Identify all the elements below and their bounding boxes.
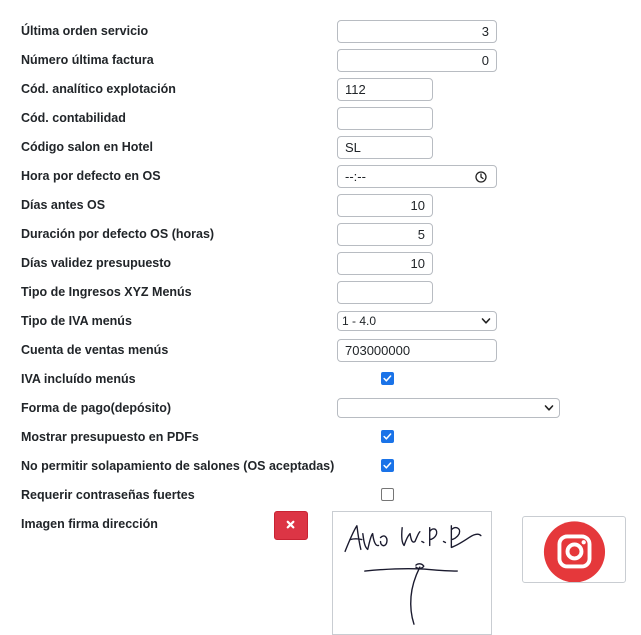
chevron-down-icon (544, 403, 554, 413)
label-numero-factura: Número última factura (21, 53, 154, 67)
tipo-iva-select[interactable] (337, 311, 497, 331)
label-hora-defecto: Hora por defecto en OS (21, 169, 161, 183)
label-imagen-firma: Imagen firma dirección (21, 517, 158, 531)
label-forma-pago: Forma de pago(depósito) (21, 401, 171, 415)
close-icon (275, 512, 307, 539)
cod-contabilidad-input[interactable] (337, 107, 433, 130)
label-tipo-iva: Tipo de IVA menús (21, 314, 132, 328)
signature-drawing (333, 512, 491, 634)
label-contrasenas-fuertes: Requerir contraseñas fuertes (21, 488, 195, 502)
label-no-solapamiento: No permitir solapamiento de salones (OS aceptadas) (21, 459, 335, 473)
iva-incluido-checkbox[interactable] (381, 372, 394, 385)
label-dias-antes: Días antes OS (21, 198, 106, 212)
hora-defecto-input[interactable] (337, 165, 497, 188)
checkmark-icon (382, 373, 393, 384)
delete-signature-button[interactable] (274, 511, 308, 540)
hora-value: --:-- (345, 169, 366, 184)
label-codigo-salon: Código salon en Hotel (21, 140, 153, 154)
cod-analitico-input[interactable]: 112 (337, 78, 433, 101)
tipo-ingresos-input[interactable] (337, 281, 433, 304)
logo-image[interactable] (522, 516, 626, 583)
label-dias-validez: Días validez presupuesto (21, 256, 172, 270)
clock-icon[interactable] (475, 171, 487, 183)
label-cod-contabilidad: Cód. contabilidad (21, 111, 126, 125)
forma-pago-select[interactable] (337, 398, 560, 418)
no-solapamiento-checkbox[interactable] (381, 459, 394, 472)
label-mostrar-presupuesto: Mostrar presupuesto en PDFs (21, 430, 199, 444)
cuenta-ventas-input[interactable]: 703000000 (337, 339, 497, 362)
checkmark-icon (382, 460, 393, 471)
checkmark-icon (382, 431, 393, 442)
mostrar-presupuesto-checkbox[interactable] (381, 430, 394, 443)
ultima-orden-input[interactable]: 3 (337, 20, 497, 43)
label-cuenta-ventas: Cuenta de ventas menús (21, 343, 169, 357)
label-cod-analitico: Cód. analítico explotación (21, 82, 176, 96)
contrasenas-fuertes-checkbox[interactable] (381, 488, 394, 501)
chevron-down-icon (481, 316, 491, 326)
numero-factura-input[interactable]: 0 (337, 49, 497, 72)
signature-image[interactable] (332, 511, 492, 635)
label-duracion: Duración por defecto OS (horas) (21, 227, 215, 241)
label-tipo-ingresos: Tipo de Ingresos XYZ Menús (21, 285, 192, 299)
label-ultima-orden: Última orden servicio (21, 24, 149, 38)
duracion-input[interactable]: 5 (337, 223, 433, 246)
dias-antes-input[interactable]: 10 (337, 194, 433, 217)
instagram-icon (523, 517, 625, 582)
label-iva-incluido: IVA incluído menús (21, 372, 136, 386)
tipo-iva-value: 1 - 4.0 (342, 314, 377, 328)
dias-validez-input[interactable]: 10 (337, 252, 433, 275)
codigo-salon-input[interactable]: SL (337, 136, 433, 159)
